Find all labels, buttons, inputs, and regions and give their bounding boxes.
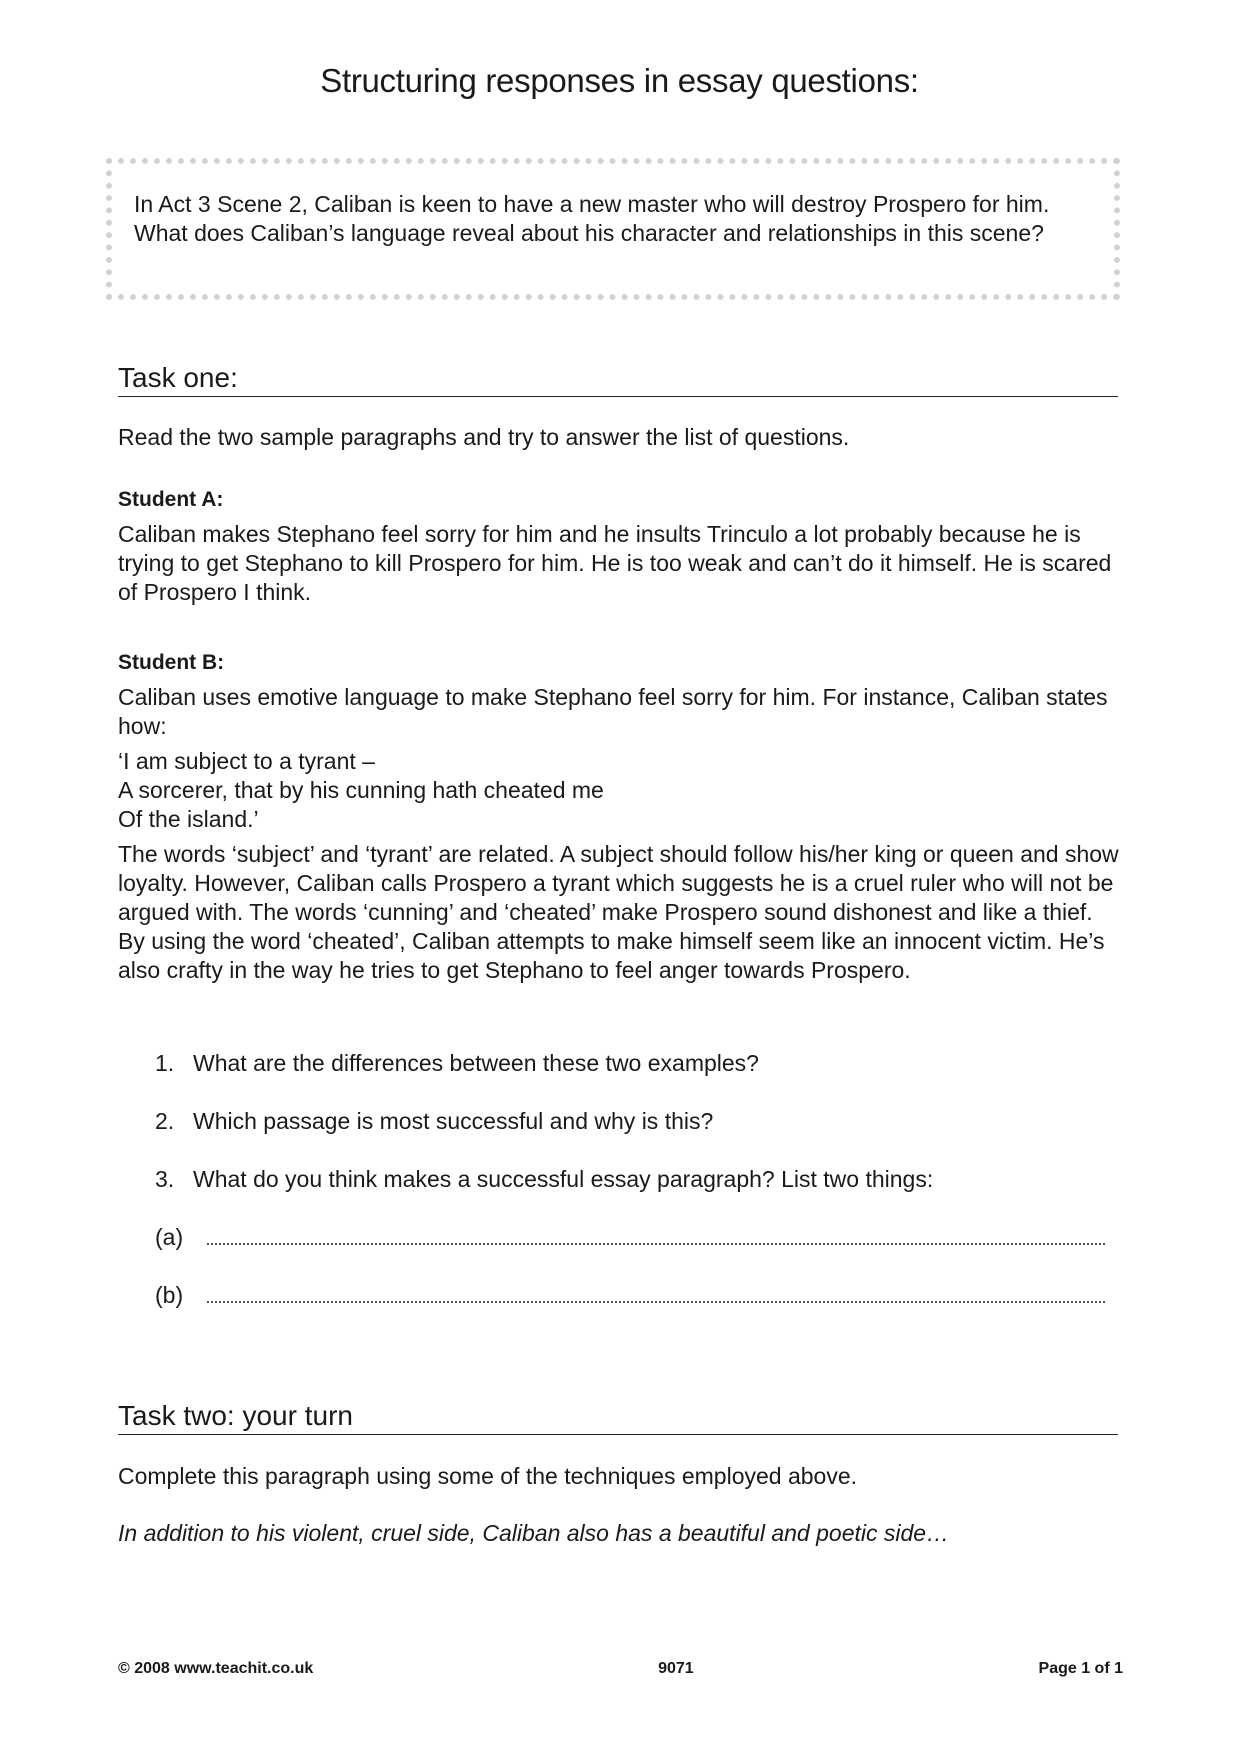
question-text: What do you think makes a successful essay paragraph? List two things: (193, 1166, 934, 1192)
question-item-1 (155, 1050, 1125, 1077)
page-title: Structuring responses in essay questions: (320, 62, 919, 99)
task-one-heading: Task one: (118, 362, 1118, 397)
question-number: 2. (155, 1108, 175, 1134)
question-number: 1. (155, 1050, 175, 1076)
footer-page-number: Page 1 of 1 (1038, 1660, 1123, 1677)
student-b-quote (118, 747, 1123, 834)
student-a-label: Student A: (118, 488, 224, 511)
student-a-paragraph: Caliban makes Stephano feel sorry for him and he insults Trinculo a lot probably because he is trying to get Stephano to kill Prospero for him. He is too weak and can’t do it himself. He is scared of Prospero I think. (118, 521, 1112, 605)
task-two-starter: In addition to his violent, cruel side, Caliban also has a beautiful and poetic side… (118, 1520, 950, 1546)
answer-line-a[interactable] (155, 1224, 1125, 1251)
dotted-answer-field[interactable] (207, 1225, 1105, 1245)
question-item-3 (155, 1166, 1125, 1193)
task-two-instruction: Complete this paragraph using some of the techniques employed above. (118, 1463, 858, 1489)
answer-letter: (a) (155, 1224, 184, 1250)
essay-question-box: In Act 3 Scene 2, Caliban is keen to have a new master who will destroy Prospero for him. What does Caliban’s language reveal about his character and relationships in this scene? (106, 158, 1120, 300)
answer-letter: (b) (155, 1282, 184, 1308)
footer-code: 9071 (658, 1660, 694, 1677)
question-text: What are the differences between these two examples? (193, 1050, 759, 1076)
question-item-2 (155, 1108, 1125, 1135)
quote-line: ‘I am subject to a tyrant – (118, 748, 375, 774)
question-number: 3. (155, 1166, 175, 1192)
student-b-label: Student B: (118, 651, 225, 674)
student-b-intro: Caliban uses emotive language to make Stephano feel sorry for him. For instance, Caliban states how: (118, 684, 1108, 739)
quote-line: Of the island.’ (118, 806, 259, 832)
quote-line: A sorcerer, that by his cunning hath cheated me (118, 777, 604, 803)
answer-line-b[interactable] (155, 1282, 1125, 1309)
page-footer (118, 1660, 1123, 1678)
question-text: Which passage is most successful and why is this? (193, 1108, 714, 1134)
student-b-analysis: The words ‘subject’ and ‘tyrant’ are related. A subject should follow his/her king or queen and show loyalty. However, Caliban calls Prospero a tyrant which suggests he is a cruel ruler who will not be argued with. The words ‘cunning’ and ‘cheated’ make Prospero sound dishonest and like a thief. By using the word ‘cheated’, Caliban attempts to make himself seem like an innocent victim. He’s also crafty in the way he tries to get Stephano to feel anger towards Prospero. (118, 841, 1119, 983)
task-two-heading: Task two: your turn (118, 1400, 1118, 1435)
footer-copyright: © 2008 www.teachit.co.uk (118, 1660, 314, 1677)
task-one-instruction: Read the two sample paragraphs and try to answer the list of questions. (118, 424, 850, 450)
dotted-answer-field[interactable] (207, 1283, 1105, 1303)
